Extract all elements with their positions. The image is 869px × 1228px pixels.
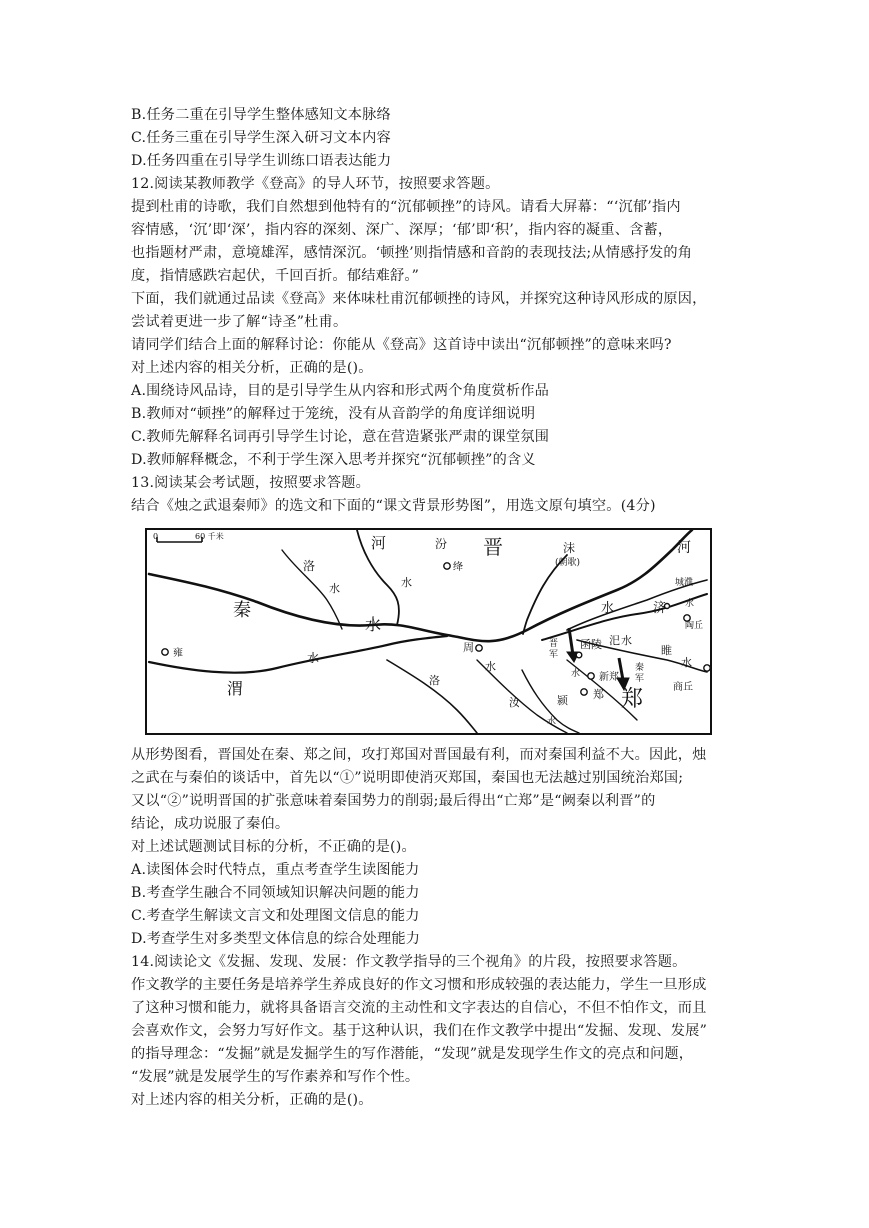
label-shui: 水 (681, 656, 692, 669)
text-line: 会喜欢作文，会努力写好作文。基于这种认识，我们在作文教学中提出“发掘、发现、发展” (131, 1023, 708, 1039)
text-line: 从形势图看，晋国处在秦、郑之间，攻打郑国对晋国最有利，而对秦国利益不大。因此，烛 (131, 747, 707, 763)
label-shui: 水 (547, 717, 557, 727)
text-line: 了这种习惯和能力，就将具备语言交流的主动性和文字表达的自信心，不但不怕作文，而且 (131, 1000, 707, 1016)
text-line: 作文教学的主要任务是培养学生养成良好的作文习惯和形成较强的表达能力，学生一旦形成 (131, 977, 707, 993)
scale-zero: 0 (153, 532, 159, 541)
text-line: 结论，成功说服了秦伯。 (131, 816, 290, 832)
label-ji: 济 (653, 601, 667, 616)
label-zheng-city: 郑 (593, 688, 604, 701)
label-yong: 雍 (173, 648, 183, 659)
text-line: “发展”就是发展学生的写作素养和写作个性。 (131, 1069, 420, 1085)
label-fen: 汾 (435, 537, 448, 551)
label-shangqiu: 商丘 (673, 682, 693, 693)
label-jinjun: 晋 (549, 639, 559, 649)
option-d-q13: D.考查学生对多类型文体信息的综合处理能力 (131, 931, 421, 947)
label-sui: 睢 (661, 644, 672, 657)
question-12-prompt: 对上述内容的相关分析，正确的是()。 (131, 360, 373, 376)
question-13-instruction: 结合《烛之武退秦师》的选文和下面的“课文背景形势图”，用选文原句填空。(4分) (131, 498, 656, 514)
wei-river-path (149, 636, 447, 673)
label-shui: 水 (685, 599, 695, 609)
scale-label: 60 千米 (195, 532, 224, 541)
label-taoqiu: 陶丘 (685, 621, 704, 631)
label-shui: 水 (307, 651, 320, 665)
label-shui: 水 (621, 634, 632, 647)
text-line: 请同学们结合上面的解释讨论：你能从《登高》这首诗中读出“沉郁顿挫”的意味来吗? (131, 337, 672, 353)
question-12-title: 12.阅读某教师教学《登高》的导人环节，按照要求答题。 (131, 176, 500, 192)
text-line: 之武在与秦伯的谈话中，首先以“①”说明即使消灭郑国，秦国也无法越过别国统治郑国; (131, 770, 684, 786)
option-c-q11: C.任务三重在引导学生深入研习文本内容 (131, 130, 391, 146)
label-ying: 颍 (557, 694, 568, 707)
south-luo-river-path (387, 660, 477, 733)
label-zheng-state: 郑 (621, 687, 644, 712)
option-a-q12: A.围绕诗风品诗，目的是引导学生从内容和形式两个角度赏析作品 (131, 383, 550, 399)
text-line: 的指导理念：“发掘”就是发掘学生的写作潜能，“发现”就是发现学生作文的亮点和问题， (131, 1046, 694, 1062)
label-qin: 秦 (233, 600, 251, 621)
text-line: 下面，我们就通过品读《登高》来体味杜甫沉郁顿挫的诗风，并探究这种诗风形成的原因， (131, 291, 707, 307)
label-zhou: 周 (463, 641, 474, 654)
question-14-title: 14.阅读论文《发掘、发现、发展：作文教学指导的三个视角》的片段，按照要求答题。 (131, 954, 687, 970)
label-shui: 水 (485, 660, 496, 673)
question-13-title: 13.阅读某会考试题，按照要求答题。 (131, 475, 370, 491)
label-he-east: 河 (677, 540, 691, 556)
label-chaoge: (朝歌) (555, 558, 581, 568)
text-line: 容情感，‘沉’即‘深’，指内容的深刻、深广、深厚；‘郁’即‘积’，指内容的凝重、含蓄， (131, 222, 673, 238)
option-c-q13: C.考查学生解读文言文和处理图文信息的能力 (131, 908, 420, 924)
text-line: 又以“②”说明晋国的扩张意味着秦国势力的削弱;最后得出“亡郑”是“阙秦以利晋”的 (131, 793, 656, 809)
label-chengpu: 城濮 (675, 578, 694, 588)
label-luo: 洛 (303, 559, 316, 573)
option-d-q12: D.教师解释概念，不利于学生深入思考并探究“沉郁顿挫”的含义 (131, 452, 536, 468)
option-b-q13: B.考查学生融合不同领域知识解决问题的能力 (131, 885, 420, 901)
text-line: 也指题材严肃，意境雄浑，感情深沉。‘顿挫’则指情感和音韵的表现技法;从情感抒发的角 (131, 245, 693, 261)
label-xinzheng: 新郑 (599, 672, 619, 683)
option-a-q13: A.读图体会时代特点，重点考查学生读图能力 (131, 862, 420, 878)
option-b-q11: B.任务二重在引导学生整体感知文本脉络 (131, 107, 391, 123)
text-line: 度，指情感跌宕起伏，千回百折。郁结难舒。” (131, 268, 420, 284)
text-line: 尝试着更进一步了解“诗圣”杜甫。 (131, 314, 348, 330)
map-labels (173, 534, 703, 727)
label-jiang: 绛 (453, 562, 463, 573)
label-mo: 沫 (563, 541, 576, 555)
question-13-prompt: 对上述试题测试目标的分析，不正确的是()。 (131, 839, 416, 855)
label-jinjun: 军 (549, 650, 559, 660)
label-si: 汜 (609, 634, 620, 647)
label-shui: 水 (571, 669, 581, 679)
label-shui: 水 (365, 615, 382, 634)
label-jin: 晋 (483, 535, 503, 559)
label-luo-south: 洛 (429, 674, 440, 687)
label-wei: 渭 (227, 679, 244, 698)
label-ru: 汝 (509, 696, 520, 709)
label-qinjun: 军 (635, 674, 645, 684)
label-shui: 水 (329, 582, 340, 595)
label-shui: 水 (601, 601, 615, 616)
question-14-prompt: 对上述内容的相关分析，正确的是()。 (131, 1092, 373, 1108)
text-line: 提到杜甫的诗歌，我们自然想到他特有的“沉郁顿挫”的诗风。请看大屏幕：“‘沉郁’指内 (131, 199, 681, 215)
scale-bar (153, 531, 224, 542)
label-he: 河 (371, 534, 387, 552)
option-b-q12: B.教师对“顿挫”的解释过于笼统，没有从音韵学的角度详细说明 (131, 406, 536, 422)
label-shui: 水 (401, 576, 412, 589)
label-qinjun: 秦 (635, 663, 645, 673)
label-hanling: 函陵 (580, 638, 602, 651)
background-situation-map (145, 528, 712, 735)
option-d-q11: D.任务四重在引导学生训练口语表达能力 (131, 153, 392, 169)
option-c-q12: C.教师先解释名词再引导学生讨论，意在营造紧张严肃的课堂氛围 (131, 429, 550, 445)
